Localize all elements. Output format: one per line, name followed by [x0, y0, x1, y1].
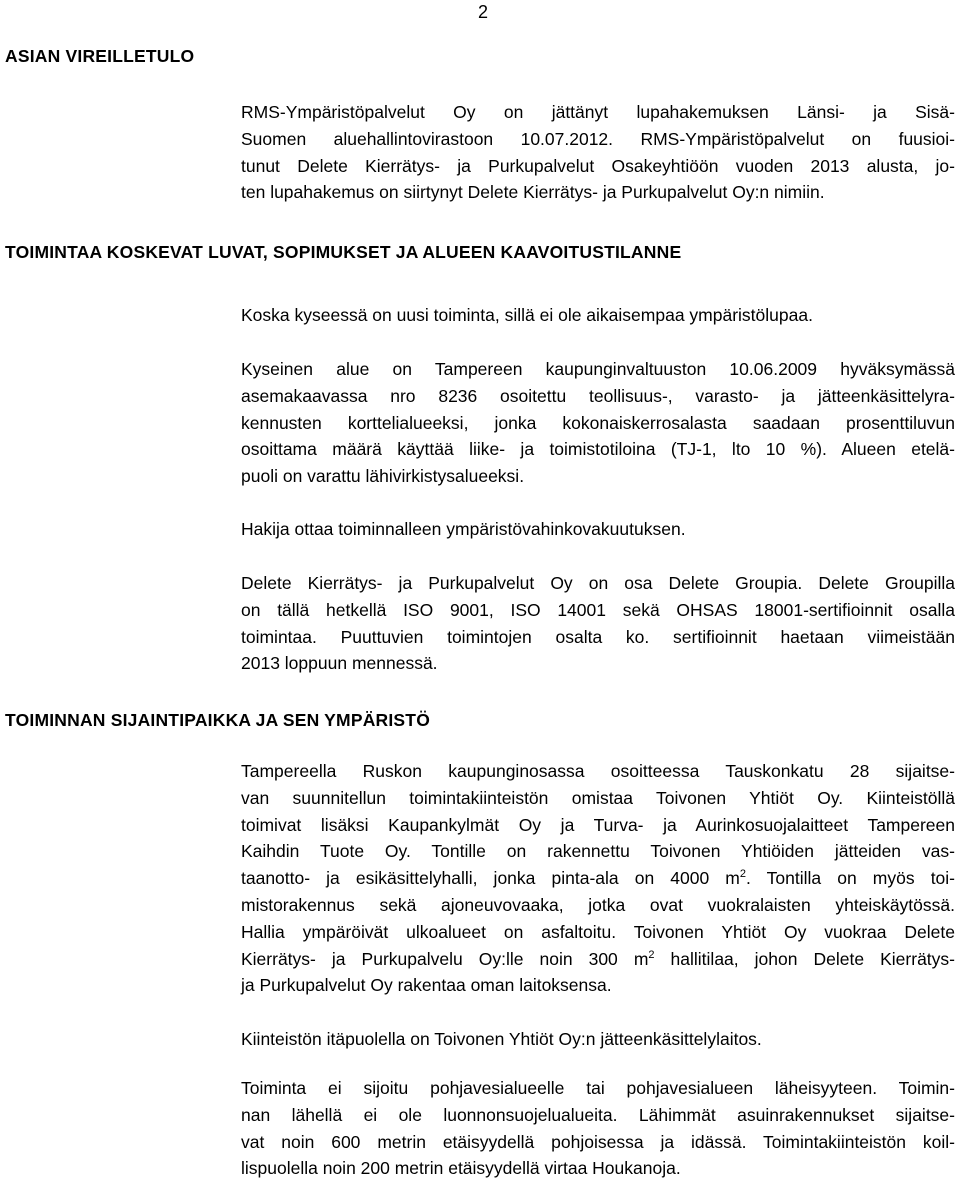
text-line: on tällä hetkellä ISO 9001, ISO 14001 sekä OHSAS 18001-sertifioinnit osalla: [241, 599, 955, 620]
text-line: osoittama määrä käyttää liike- ja toimistotiloina (TJ-1, lto 10 %). Alueen etelä-: [241, 439, 955, 460]
text-line: vat noin 600 metrin etäisyydellä pohjoisessa ja idässä. Toimintakiinteistön koil-: [241, 1131, 955, 1152]
paragraph-itapuoli: [241, 1026, 955, 1053]
text-line: puoli on varattu lähivirkistysalueeksi.: [241, 466, 525, 487]
text-line: 2013 loppuun mennessä.: [241, 653, 438, 674]
section-heading-asian-vireilletulo: ASIAN VIREILLETULO: [5, 46, 195, 66]
paragraph-pohjavesi: [241, 1075, 955, 1182]
text-line: Kyseinen alue on Tampereen kaupunginvaltuuston 10.06.2009 hyväksymässä: [241, 359, 955, 379]
text-line: van suunnitellun toimintakiinteistön omistaa Toivonen Yhtiöt Oy. Kiinteistöllä: [241, 787, 955, 808]
text-line: Delete Kierrätys- ja Purkupalvelut Oy on osa Delete Groupia. Delete Groupilla: [241, 573, 955, 593]
section-heading-luvat-ja-kaavoitus: TOIMINTAA KOSKEVAT LUVAT, SOPIMUKSET JA ALUEEN KAAVOITUSTILANNE: [5, 242, 682, 262]
paragraph-ymparistolupa: [241, 302, 955, 329]
paragraph-sijainti: [241, 758, 955, 999]
text-line: ja Purkupalvelut Oy rakentaa oman laitoksensa.: [241, 975, 612, 996]
text-line: Tampereella Ruskon kaupunginosassa osoitteessa Tauskonkatu 28 sijaitse-: [241, 761, 955, 781]
text-line: Kiinteistön itäpuolella on Toivonen Yhtiöt Oy:n jätteenkäsittelylaitos.: [241, 1029, 762, 1049]
text-line: [241, 865, 955, 892]
text-line: toimintaa. Puuttuvien toimintojen osalta ko. sertifioinnit haetaan viimeistään: [241, 626, 955, 647]
text-fragment: Kierrätys- ja Purkupalvelu Oy:lle noin 300 m: [241, 948, 649, 969]
text-line: lispuolella noin 200 metrin etäisyydellä virtaa Houkanoja.: [241, 1158, 681, 1179]
text-line: ten lupahakemus on siirtynyt Delete Kierrätys- ja Purkupalvelut Oy:n nimiin.: [241, 182, 825, 203]
text-line: tunut Delete Kierrätys- ja Purkupalvelut Osakeyhtiöön vuoden 2013 alusta, jo-: [241, 155, 955, 176]
text-line: Hallia ympäröivät ulkoalueet on asfaltoitu. Toivonen Yhtiöt Oy vuokraa Delete: [241, 921, 955, 942]
text-line: [241, 946, 955, 973]
paragraph-asian-vireilletulo: [241, 99, 955, 206]
text-fragment: . Tontilla on myös toi-: [746, 868, 956, 889]
text-line: Toiminta ei sijoitu pohjavesialueelle tai pohjavesialueen läheisyyteen. Toimin-: [241, 1078, 955, 1098]
paragraph-sertifioinnit: [241, 570, 955, 677]
text-line: Suomen aluehallintovirastoon 10.07.2012. RMS-Ympäristöpalvelut on fuusioi-: [241, 128, 955, 149]
text-line: RMS-Ympäristöpalvelut Oy on jättänyt lupahakemuksen Länsi- ja Sisä-: [241, 102, 955, 122]
text-fragment: hallitilaa, johon Delete Kierrätys-: [654, 948, 955, 969]
text-line: Kaihdin Tuote Oy. Tontille on rakennettu Toivonen Yhtiöiden jätteiden vas-: [241, 841, 955, 862]
text-line: asemakaavassa nro 8236 osoitettu teollisuus-, varasto- ja jätteenkäsittelyra-: [241, 385, 955, 406]
text-line: kennusten korttelialueeksi, jonka kokonaiskerrosalasta saadaan prosenttiluvun: [241, 412, 955, 433]
text-line: toimivat lisäksi Kaupankylmät Oy ja Turva- ja Aurinkosuojalaitteet Tampereen: [241, 814, 955, 835]
superscript: 2: [648, 948, 655, 961]
text-line: Koska kyseessä on uusi toiminta, sillä ei ole aikaisempaa ympäristölupaa.: [241, 305, 813, 325]
text-fragment: taanotto- ja esikäsittelyhalli, jonka pinta-ala on 4000 m: [241, 868, 740, 889]
superscript: 2: [739, 868, 747, 881]
text-line: mistorakennus sekä ajoneuvovaaka, jotka ovat vuokralaisten yhteiskäytössä.: [241, 894, 955, 915]
text-line: Hakija ottaa toiminnalleen ympäristövahinkovakuutuksen.: [241, 519, 686, 539]
page-number: 2: [478, 2, 489, 22]
paragraph-vakuutus: [241, 516, 955, 543]
section-heading-sijaintipaikka: TOIMINNAN SIJAINTIPAIKKA JA SEN YMPÄRISTÖ: [5, 710, 431, 730]
paragraph-asemakaava: [241, 356, 955, 490]
text-line: nan lähellä ei ole luonnonsuojelualueita. Lähimmät asuinrakennukset sijaitse-: [241, 1104, 955, 1125]
